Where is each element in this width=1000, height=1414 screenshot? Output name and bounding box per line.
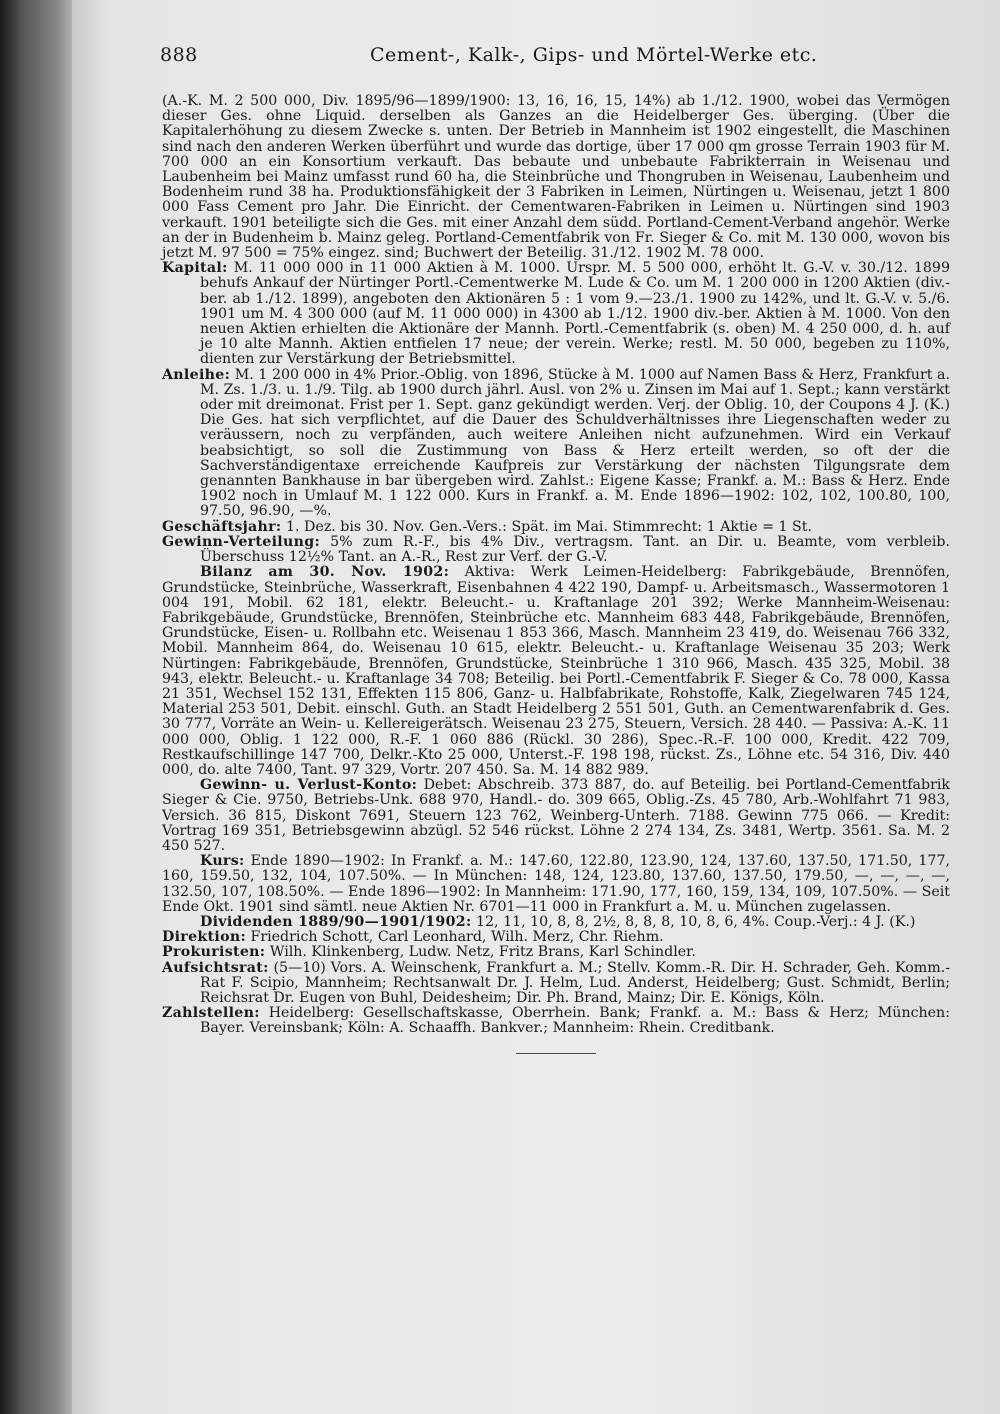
section-geschaeftsjahr — [162, 520, 950, 535]
page-body — [162, 94, 950, 1054]
section-text: 5% zum R.-F., bis 4% Div., vertragsm. Tant. an Dir. u. Beamte, vom verbleib. Überschuss 12½% Tant. an A.-R., Rest zur Verf. der G.-V. — [200, 533, 950, 566]
section-text: Heidelberg: Gesellschaftskasse, Oberrhein. Bank; Frankf. a. M.: Bass & Herz; München: Bayer. Vereinsbank; Köln: A. Schaaffh. Bankver.; Mannheim: Rhein. Creditbank. — [200, 1005, 950, 1037]
section-zahlstellen — [162, 1006, 950, 1036]
section-label: Prokuristen: — [162, 944, 266, 961]
section-text: 1. Dez. bis 30. Nov. Gen.-Vers.: Spät. im Mai. Stimmrecht: 1 Aktie = 1 St. — [286, 518, 812, 535]
section-label: Zahlstellen: — [162, 1005, 260, 1022]
section-label: Anleihe: — [162, 366, 231, 383]
section-separator — [516, 1053, 596, 1054]
section-label: Kurs: — [200, 853, 245, 870]
section-text: M. 1 200 000 in 4% Prior.-Oblig. von 1896, Stücke à M. 1000 auf Namen Bass & Herz, Frankfurt a. M. Zs. 1./3. u. 1./9. Tilg. ab 1900 durch jährl. Ausl. von 2% u. Zinsen im Mai auf 1. Sept.; kann verstärkt oder mit dreimonat. Frist per 1. Sept. ganz gekündigt werden. Verj. der Oblig. 10, der Coupons 4 J. (K.) Die Ges. hat sich verpflichtet, auf die Dauer des Schuldverhältnisses ihre Liegenschaften weder zu veräussern, noch zu verpfänden, auch weitere Anleihen nicht aufzunehmen. Wird ein Verkauf beabsichtigt, so soll die Zustimmung von Bass & Herz erteilt werden, so oft der die Sachverständigentaxe erreichende Kaufpreis zur Verstärkung der nächsten Tilgungsrate dem genannten Bankhause in bar übergeben wird. Zahlst.: Eigene Kasse; Frankf. a. M.: Bass & Herz. Ende 1902 noch in Umlauf M. 1 122 000. Kurs in Frankf. a. M. Ende 1896—1902: 102, 102, 100.80, 100, 97.50, 96.90, —%. — [200, 366, 950, 520]
page-number: 888 — [160, 44, 198, 66]
section-text: 12, 11, 10, 8, 8, 2½, 8, 8, 8, 10, 8, 6, 4%. Coup.-Verj.: 4 J. (K.) — [476, 913, 916, 930]
section-prokuristen — [162, 945, 950, 960]
section-text: Friedrich Schott, Carl Leonhard, Wilh. Merz, Chr. Riehm. — [250, 929, 664, 946]
section-text: M. 11 000 000 in 11 000 Aktien à M. 1000. Urspr. M. 5 500 000, erhöht lt. G.-V. v. 30./12. 1899 behufs Ankauf der Nürtinger Portl.-Cementwerke M. Lude & Co. um M. 1 200 000 in 1200 Aktien (div.-ber. ab 1./12. 1899), angeboten den Aktionären 5 : 1 vom 9.—23./1. 1900 zu 142%, und lt. G.-V. v. 5./6. 1901 um M. 4 300 000 (auf M. 11 000 000) in 4300 ab 1./12. 1900 div.-ber. Aktien à M. 1000. Von den neuen Aktien erhielten die Aktionäre der Mannh. Portl.-Cementfabrik (s. oben) M. 4 250 000, d. h. auf je 10 alte Mannh. Aktien entfielen 17 neue; der verein. Werke; restl. M. 50 000, begeben zu 110%, dienten zur Verstärkung der Betriebsmittel. — [200, 260, 950, 368]
page-header — [160, 44, 940, 74]
section-aufsichtsrat — [162, 961, 950, 1007]
section-label: Gewinn- u. Verlust-Konto: — [200, 777, 418, 794]
section-gewinn-verlust-konto — [162, 778, 950, 854]
section-gewinn-verteilung — [162, 535, 950, 565]
section-label: Dividenden 1889/90—1901/1902: — [200, 913, 472, 930]
section-label: Direktion: — [162, 929, 246, 946]
section-label: Bilanz am 30. Nov. 1902: — [200, 564, 450, 581]
intro-paragraph: (A.-K. M. 2 500 000, Div. 1895/96—1899/1900: 13, 16, 16, 15, 14%) ab 1./12. 1900, wobei das Vermögen dieser Ges. ohne Liquid. derselben als Ganzes an die Heidelberger Ges. überging. (Über die Kapitalerhöhung zu diesem Zwecke s. unten. Der Betrieb in Mannheim ist 1902 eingestellt, die Maschinen sind nach den anderen Werken überführt und wurde das dortige, über 17 000 qm grosse Terrain 1903 für M. 700 000 an ein Konsortium verkauft. Das bebaute und unbebaute Fabrikterrain in Weisenau und Laubenheim bei Mainz umfasst rund 60 ha, die Steinbrüche und Thongruben in Weisenau, Laubenheim und Bodenheim rund 38 ha. Produktionsfähigkeit der 3 Fabriken in Leimen, Nürtingen u. Weisenau, jetzt 1 800 000 Fass Cement pro Jahr. Die Einricht. der Cementwaren-Fabriken in Leimen u. Nürtingen sind 1903 verkauft. 1901 beteiligte sich die Ges. mit einer Anzahl dem südd. Portland-Cement-Verband angehör. Werke an der in Budenheim b. Mainz geleg. Portland-Cementfabrik von Fr. Sieger & Co. mit M. 130 000, wovon bis jetzt M. 97 500 = 75% eingez. sind; Buchwert der Beteilig. 31./12. 1902 M. 78 000. — [162, 93, 950, 262]
section-direktion — [162, 930, 950, 945]
section-text: (5—10) Vors. A. Weinschenk, Frankfurt a. M.; Stellv. Komm.-R. Dir. H. Schrader, Geh. Komm.-Rat F. Scipio, Mannheim; Rechtsanwalt Dr. J. Helm, Lud. Anderst, Heidelberg; Gust. Schmidt, Berlin; Reichsrat Dr. Eugen von Buhl, Deidesheim; Dir. Ph. Brand, Mainz; Dir. E. Königs, Köln. — [200, 959, 950, 1006]
running-head: Cement-, Kalk-, Gips- und Mörtel-Werke etc. — [370, 44, 818, 66]
book-spine — [0, 0, 72, 1414]
section-anleihe — [162, 368, 950, 520]
section-text: Ende 1890—1902: In Frankf. a. M.: 147.60, 122.80, 123.90, 124, 137.60, 137.50, 171.50, 177, 160, 159.50, 132, 104, 107.50%. — In München: 148, 124, 123.80, 137.60, 137.50, 179.50, —, —, —, —, 132.50, 107, 108.50%. — Ende 1896—1902: In Mannheim: 171.90, 177, 160, 159, 134, 109, 107.50%. — Seit Ende Okt. 1901 sind sämtl. neue Aktien Nr. 6701—11 000 in Frankfurt a. M. u. München zugelassen. — [162, 853, 950, 915]
section-label: Gewinn-Verteilung: — [162, 533, 320, 550]
section-label: Geschäftsjahr: — [162, 518, 282, 535]
section-dividenden — [162, 915, 950, 930]
section-label: Aufsichtsrat: — [162, 959, 269, 976]
section-bilanz — [162, 565, 950, 778]
section-kapital — [162, 261, 950, 367]
section-text: Aktiva: Werk Leimen-Heidelberg: Fabrikgebäude, Brennöfen, Grundstücke, Steinbrüche, Wasserkraft, Eisenbahnen 4 422 190, Dampf- u. Arbeitsmasch., Wassermotoren 1 004 191, Mobil. 62 181, elektr. Beleucht.- u. Kraftanlage 201 392; Werke Mannheim-Weisenau: Fabrikgebäude, Grundstücke, Brennöfen, Steinbrüche etc. Mannheim 683 448, Fabrikgebäude, Brennöfen, Grundstücke, Eisen- u. Rollbahn etc. Weisenau 1 853 366, Masch. Mannheim 23 419, do. Weisenau 766 332, Mobil. Mannheim 864, do. Weisenau 10 615, elektr. Beleucht.- u. Kraftanlage Weisenau 35 203; Werk Nürtingen: Fabrikgebäude, Brennöfen, Grundstücke, Steinbrüche 1 310 966, Masch. 435 325, Mobil. 38 943, elektr. Beleucht.- u. Kraftanlage 34 708; Beteilig. bei Portl.-Cementfabrik F. Sieger & Co. 78 000, Kassa 21 351, Wechsel 152 131, Effekten 115 806, Ganz- u. Halbfabrikate, Rohstoffe, Kalk, Ziegelwaren 745 124, Material 253 501, Debit. einschl. Guth. an Stadt Heidelberg 2 551 501, Guth. an Cementwarenfabrik d. Ges. 30 777, Vorräte an Wein- u. Kellereigerätsch. Weisenau 23 275, Steuern, Versich. 28 440. — Passiva: A.-K. 11 000 000, Oblig. 1 122 000, R.-F. 1 060 886 (Rückl. 30 286), Spec.-R.-F. 100 000, Kredit. 422 709, Restkaufschillinge 147 700, Delkr.-Kto 25 000, Unterst.-F. 198 198, rückst. Zs., Löhne etc. 54 316, Div. 440 000, do. alte 7400, Tant. 97 329, Vortr. 207 450. Sa. M. 14 882 989. — [162, 564, 950, 778]
section-text: Wilh. Klinkenberg, Ludw. Netz, Fritz Brans, Karl Schindler. — [269, 944, 696, 961]
section-label: Kapital: — [162, 260, 228, 277]
section-kurs — [162, 854, 950, 915]
section-text: Debet: Abschreib. 373 887, do. auf Beteilig. bei Portland-Cementfabrik Sieger & Cie. 9750, Betriebs-Unk. 688 970, Handl.- do. 309 665, Oblig.-Zs. 45 780, Arb.-Wohlfahrt 71 983, Versich. 36 815, Diskont 7691, Steuern 123 762, Weinberg-Unterh. 7188. Gewinn 775 066. — Kredit: Vortrag 169 351, Betriebsgewinn abzügl. 52 546 rückst. Löhne 2 274 134, Zs. 3481, Wertp. 3561. Sa. M. 2 450 527. — [162, 777, 950, 854]
